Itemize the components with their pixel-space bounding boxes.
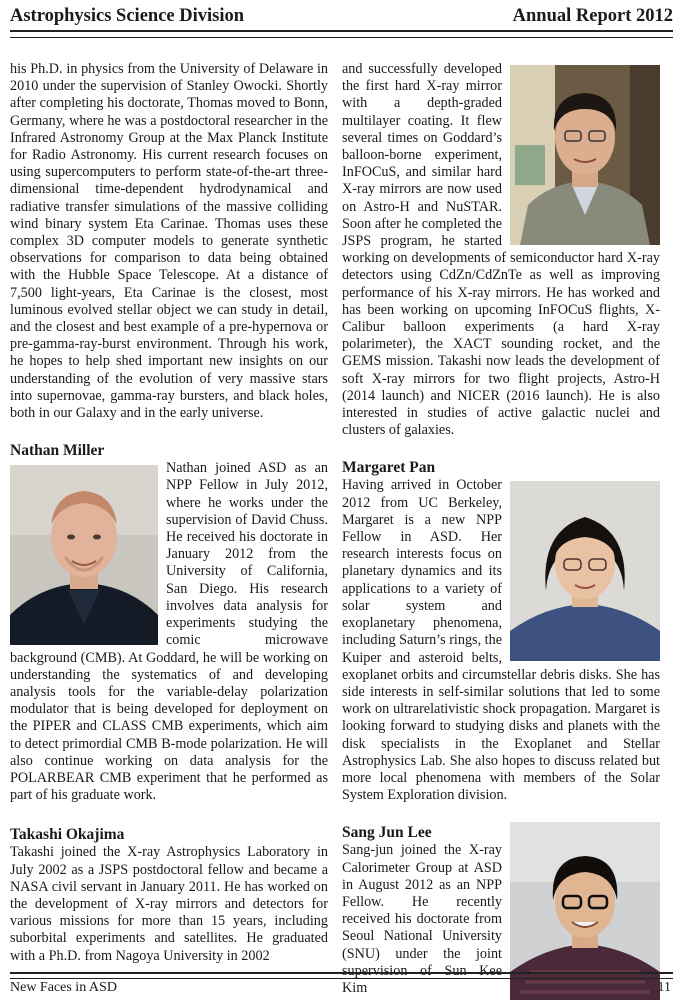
footer-rule (10, 972, 673, 979)
division-title: Astrophysics Science Division (10, 6, 245, 26)
pan-bio: Having arrived in October 2012 from UC Berkeley, Margaret is a new NPP Fellow in ASD. Her research interests focus on planetary dynamics and its applications to a variety of solar system and exoplanetary phenomena, including Saturn’s rings, the Kuiper and asteroid belts, exoplanet orbits and circumstellar debris disks. She has side interests in self-similar solutions that led to some work on ultrarelativistic shock propagation. Margaret is looking forward to studying disks and planets with the disk specialists in the Exoplanet and Stellar Astrophysics Lab. She also hopes to discuss related but more local phenomena with members of the Solar System Exploration division. (342, 477, 660, 804)
okajima-name: Takashi Okajima (10, 826, 125, 844)
miller-bio: Nathan joined ASD as an NPP Fellow in July 2012, where he works under the supervision of David Chuss. He received his doctorate in January 2012 from the University of California, San Diego. His research involves data analysis for experiments studying the comic microwave background (CMB). At Goddard, he will be working on understanding the systematics of and developing analysis tools for the variable-delay polarization modulator that is being developed for deployment on the PIPER and CLASS CMB experiments, which aim to detect primordial CMB B-mode polarization. He will also continue working on data analysis for the POLARBEAR CMB experiment that he performed as part of his graduate work. (10, 460, 328, 804)
miller-name: Nathan Miller (10, 442, 105, 460)
report-title: Annual Report 2012 (512, 6, 673, 26)
right-column (342, 61, 660, 1000)
lee-name: Sang Jun Lee (342, 824, 432, 842)
header-rule (10, 30, 673, 38)
footer-section: New Faces in ASD (10, 980, 117, 995)
okajima-photo (510, 65, 660, 245)
miller-photo (10, 465, 158, 645)
okajima-bio-continued: and successfully developed the first hard X-ray mirror with a depth-graded multilayer coating. It flew several times on Goddard’s balloon-borne experiment, InFOCuS, and similar hard X-ray mirrors are now used on Astro-H and NuSTAR. Soon after he completed the JSPS program, he started working on developments of semiconductor hard X-ray detectors using CdZn/CdZnTe as well as improving performance of his X-ray mirrors. He has worked and has been working on upcoming InFOCuS flights, X-Calibur balloon experiments (a hard X-ray polarimeter), the XACT sounding rocket, and the GEMS mission. Takashi now leads the development of soft X-ray mirrors for two flight projects, Astro-H (2014 launch) and NICER (2016 launch). He is also interested in studies of active galactic nuclei and clusters of galaxies. (342, 61, 660, 439)
lee-bio: Sang-jun joined the X-ray Calorimeter Group at ASD in August 2012 as an NPP Fellow. He recently received his doctorate from Seoul National University (SNU) under the joint supervision of Sun Kee Kim (342, 842, 502, 996)
thomas-bio-continued: his Ph.D. in physics from the University of Delaware in 2010 under the supervision of Stanley Owocki. Shortly after completing his doctorate, Thomas moved to Bonn, Germany, where he was a postdoctoral researcher in the Infrared Astronomy Group at the Max Planck Institute for Radio Astronomy. His current research focuses on using supercomputers to perform state-of-the-art three-dimensional time-dependent hydrodynamical and radiative transfer simulations of the massive colliding wind binary system Eta Carinae. Thomas uses these complex 3D computer models to generate synthetic observations for comparison to data being obtained with the Hubble Space Telescope. At a distance of 7,500 light-years, Eta Carinae is the closest, most luminous evolved stellar object we can study in detail, and the closest and best example of a pre-hypernova or pre-gamma-ray-burst environment. Through his work, he hopes to help shed important new insights on our understanding of the evolution of very massive stars into supernovae, gamma-ray bursters, and black holes, both in our Galaxy and in the early universe. (10, 61, 328, 422)
okajima-bio: Takashi joined the X-ray Astrophysics Laboratory in July 2002 as a JSPS postdoctoral fellow and became a NASA civil servant in January 2011. He has worked on the development of X-ray mirrors and detectors for various missions for more than 15 years, including suborbital experiments and satellites. He graduated with a Ph.D. from Nagoya University in 2002 (10, 844, 328, 964)
page-number: 11 (657, 980, 671, 995)
page-header (10, 4, 673, 30)
left-column (10, 61, 328, 965)
pan-name: Margaret Pan (342, 459, 436, 477)
pan-photo (510, 481, 660, 661)
